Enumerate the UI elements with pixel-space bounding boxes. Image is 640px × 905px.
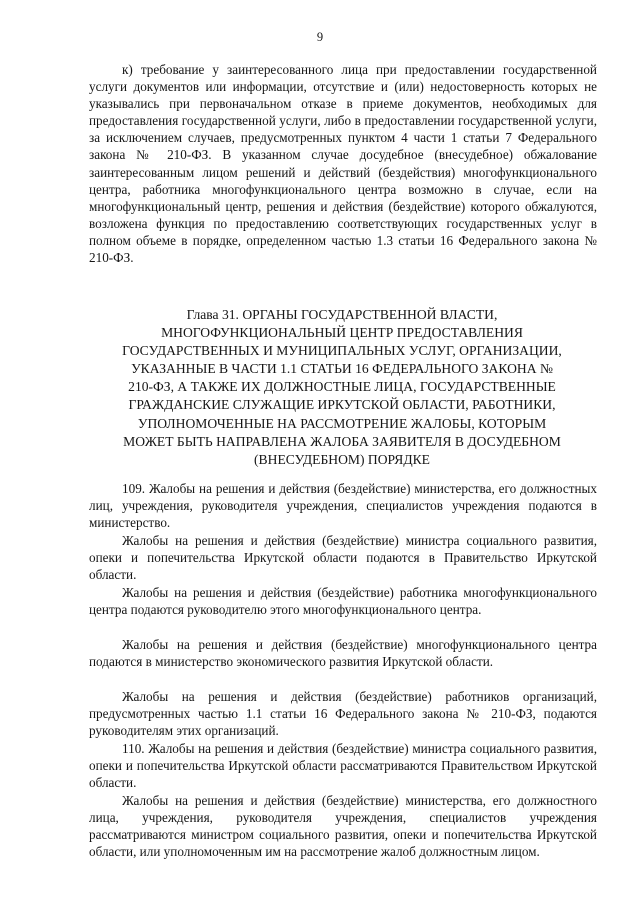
- paragraph-complaint-mfc: Жалобы на решения и действия (бездействие) многофункционального центра подаются в министерство экономического развития Иркутской области.: [89, 637, 597, 670]
- paragraph-complaint-ministry: Жалобы на решения и действия (бездействие) министерства, его должностного лица, учреждения, руководителя учреждения, специалистов учреждения рассматриваются министром социального развития, опеки и попечительства Иркутской области, или уполномоченным им на рассмотрение жалоб должностным лицом.: [89, 793, 597, 860]
- paragraph-item-k: к) требование у заинтересованного лица при предоставлении государственной услуги документов или информации, отсутствие и (или) недостоверность которых не указывались при первоначальном отказе в приеме документов, необходимых для предоставления государственной услуги, либо в предоставлении государственной услуги, за исключением случаев, предусмотренных пунктом 4 части 1 статьи 7 Федерального закона № 210-ФЗ. В указанном случае досудебное (внесудебное) обжалование заинтересованным лицом решений и действий (бездействия) многофункционального центра, работника многофункционального центра возможно в случае, если на многофункциональный центр, решения и действия (бездействие) которого обжалуются, возложена функция по предоставлению соответствующих государственных услуг в полном объеме в порядке, определенном частью 1.3 статьи 16 Федерального закона № 210-ФЗ.: [89, 62, 597, 266]
- paragraph-109: 109. Жалобы на решения и действия (бездействие) министерства, его должностных лиц, учреждения, руководителя учреждения, специалистов учреждения подаются в министерство.: [89, 481, 597, 531]
- page-number: 9: [316, 30, 324, 44]
- paragraph-complaint-organizations: Жалобы на решения и действия (бездействие) работников организаций, предусмотренных частью 1.1 статьи 16 Федерального закона № 210-ФЗ, подаются руководителям этих организаций.: [89, 689, 597, 739]
- paragraph-complaint-minister: Жалобы на решения и действия (бездействие) министра социального развития, опеки и попечительства Иркутской области подаются в Правительство Иркутской области.: [89, 533, 597, 583]
- paragraph-complaint-mfc-worker: Жалобы на решения и действия (бездействие) работника многофункционального центра подаются руководителю этого многофункционального центра.: [89, 585, 597, 618]
- paragraph-110: 110. Жалобы на решения и действия (бездействие) министра социального развития, опеки и попечительства Иркутской области рассматриваются Правительством Иркутской области.: [89, 741, 597, 791]
- chapter-heading: Глава 31. ОРГАНЫ ГОСУДАРСТВЕННОЙ ВЛАСТИ, МНОГОФУНКЦИОНАЛЬНЫЙ ЦЕНТР ПРЕДОСТАВЛЕНИЯ ГОСУДАРСТВЕННЫХ И МУНИЦИПАЛЬНЫХ УСЛУГ, ОРГАНИЗАЦИИ, УКАЗАННЫЕ В ЧАСТИ 1.1 СТАТЬИ 16 ФЕДЕРАЛЬНОГО ЗАКОНА № 210-ФЗ, А ТАКЖЕ ИХ ДОЛЖНОСТНЫЕ ЛИЦА, ГОСУДАРСТВЕННЫЕ ГРАЖДАНСКИЕ СЛУЖАЩИЕ ИРКУТСКОЙ ОБЛАСТИ, РАБОТНИКИ, УПОЛНОМОЧЕННЫЕ НА РАССМОТРЕНИЕ ЖАЛОБЫ, КОТОРЫМ МОЖЕТ БЫТЬ НАПРАВЛЕНА ЖАЛОБА ЗАЯВИТЕЛЯ В ДОСУДЕБНОМ (ВНЕСУДЕБНОМ) ПОРЯДКЕ: [122, 307, 562, 467]
